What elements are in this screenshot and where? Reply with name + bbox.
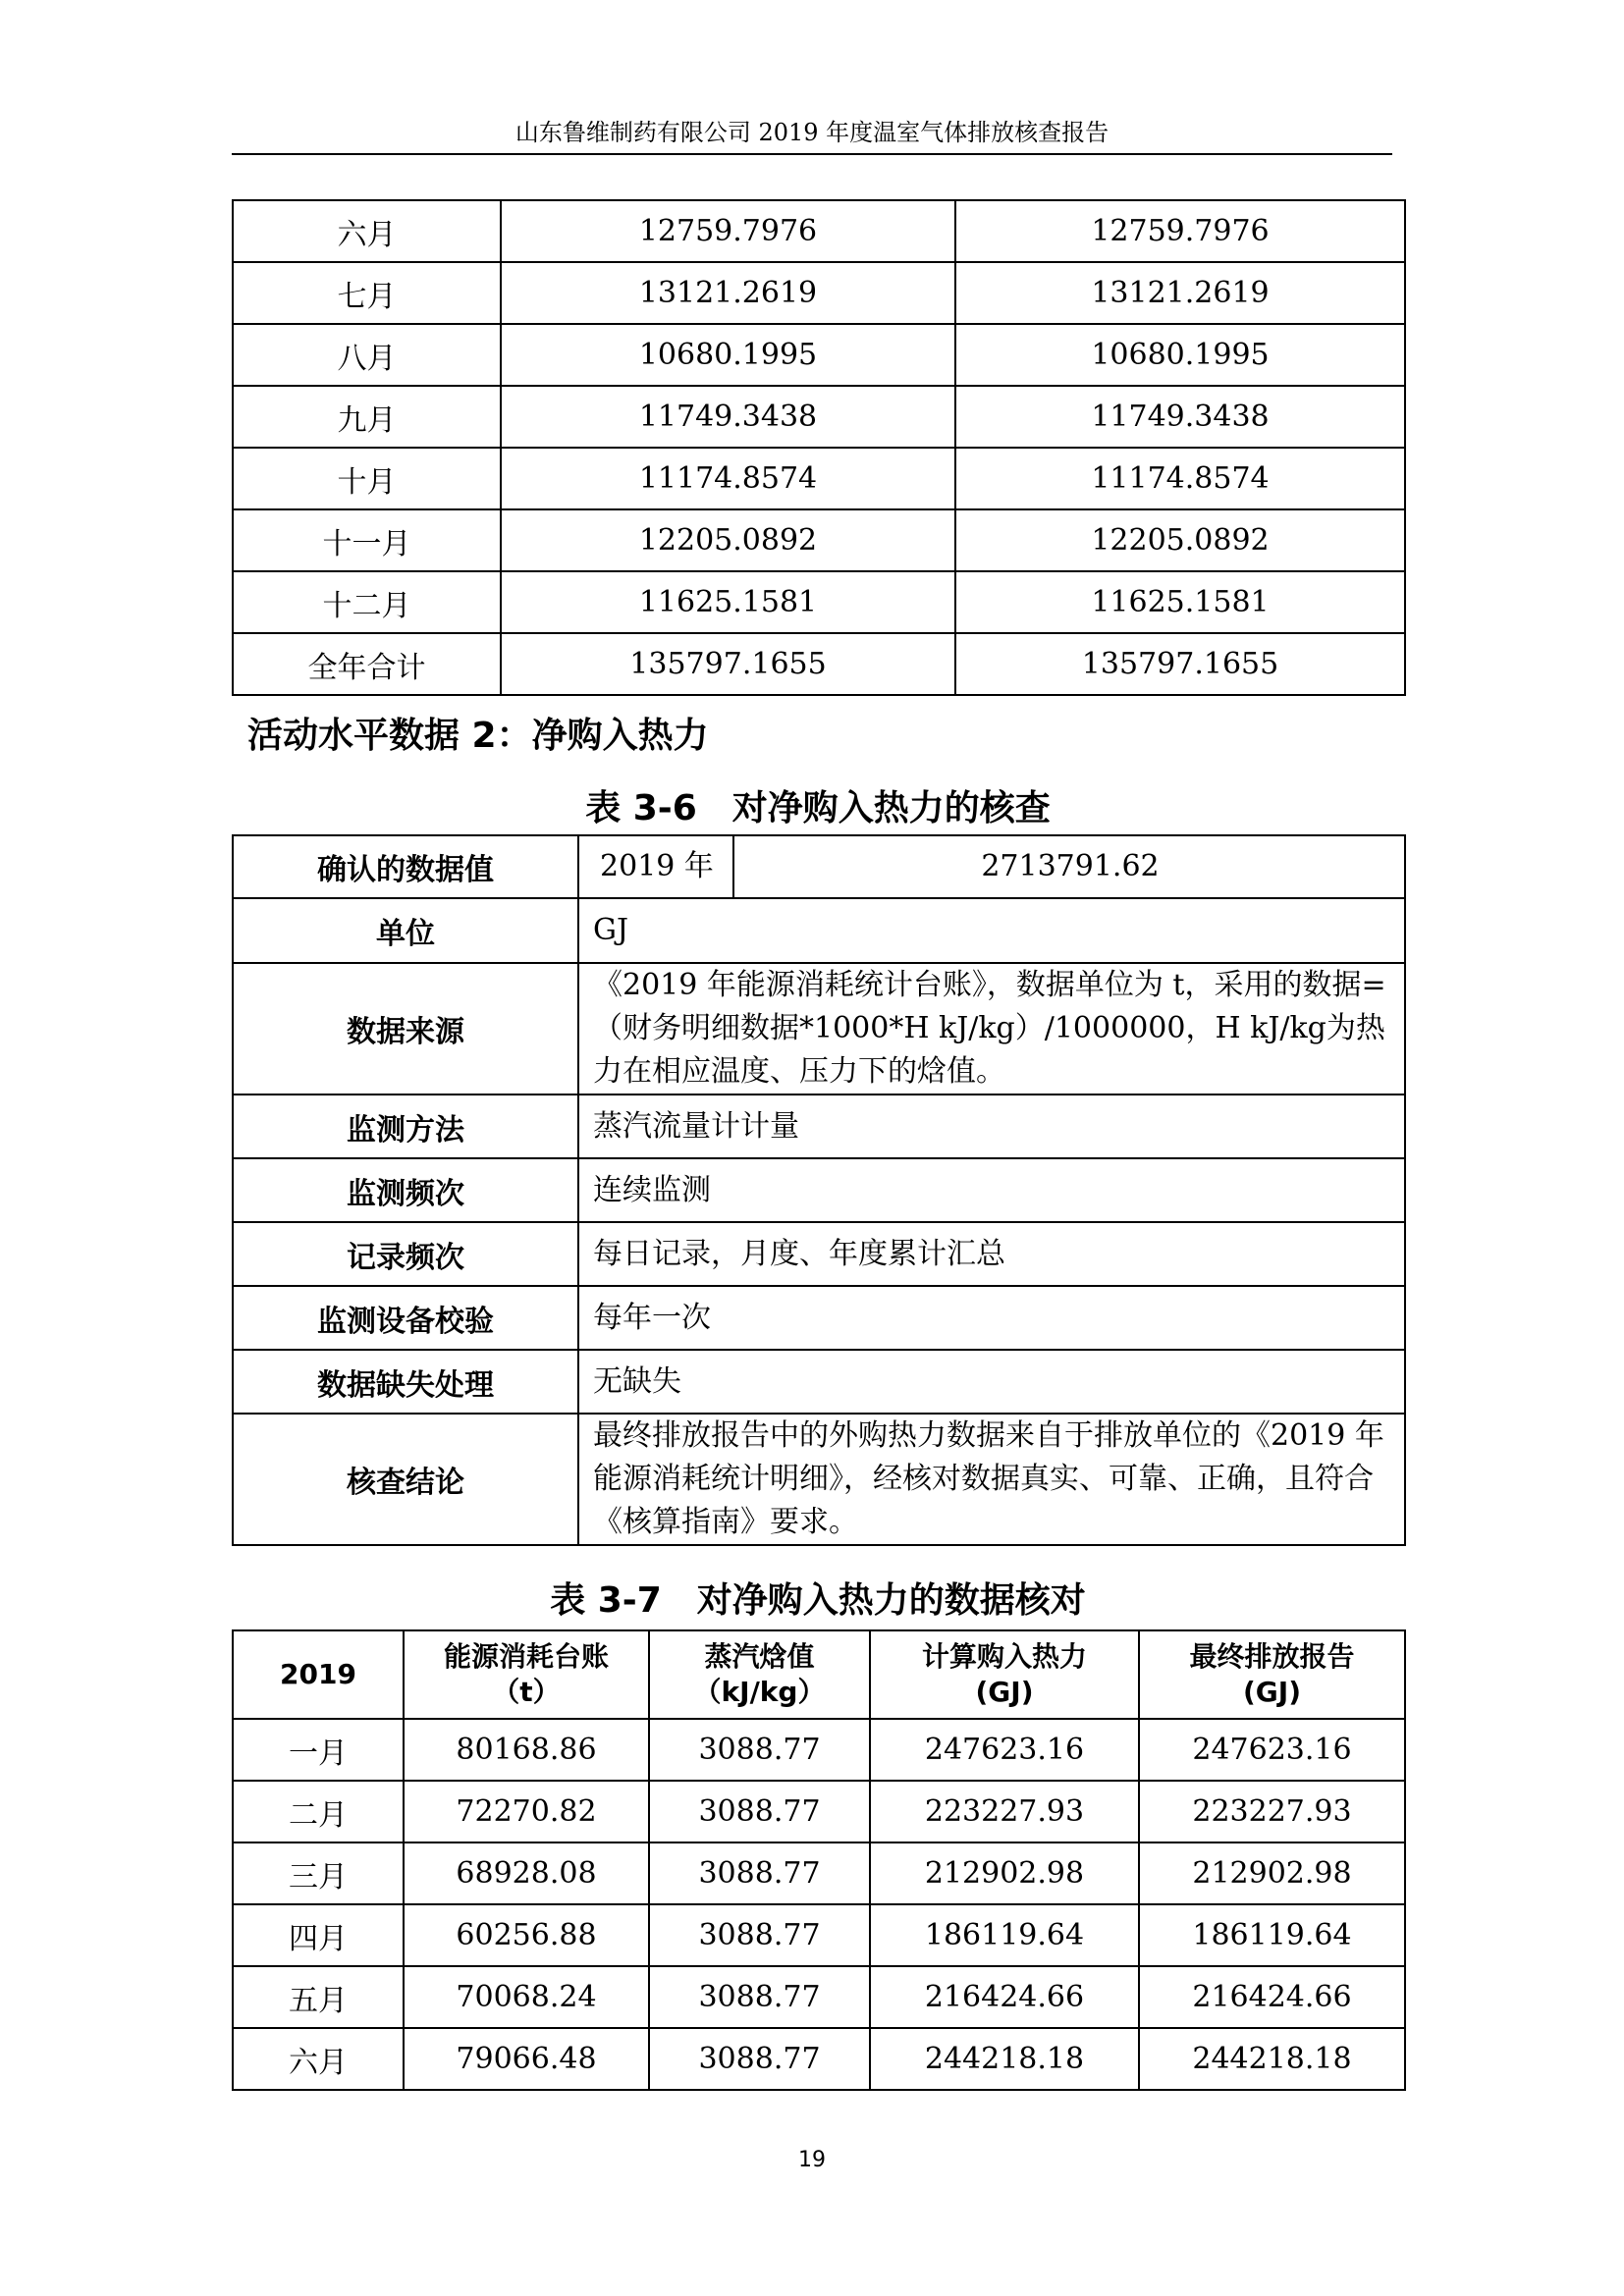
header-final-title: 最终排放报告 [1189,1640,1355,1673]
month-cell: 七月 [233,262,501,324]
table-row [233,509,1405,571]
month-cell: 十二月 [233,571,501,633]
enthalpy-cell: 3088.77 [649,1904,870,1966]
record-label: 记录频次 [233,1222,578,1286]
table-row-total [233,633,1405,695]
final-cell: 216424.66 [1139,1966,1405,2028]
calibration-label: 监测设备校验 [233,1286,578,1350]
section-heading: 活动水平数据 2：净购入热力 [247,716,709,756]
ledger-cell: 79066.48 [404,2028,649,2090]
value-cell: 11174.8574 [501,448,955,509]
source-label: 数据来源 [233,963,578,1095]
header-enthalpy-unit: （kJ/kg） [693,1676,826,1708]
table-row [233,1350,1405,1414]
ledger-cell: 60256.88 [404,1904,649,1966]
final-cell: 212902.98 [1139,1842,1405,1904]
value-cell: 10680.1995 [501,324,955,386]
table-row [233,898,1405,963]
table-3-6 [232,834,1406,1546]
method-label: 监测方法 [233,1095,578,1158]
table-row [233,1095,1405,1158]
header-final [1139,1630,1405,1719]
monthly-table [232,199,1406,696]
table-3-7 [232,1629,1406,2091]
value-cell: 135797.1655 [501,633,955,695]
header-calc-unit: (GJ) [975,1676,1034,1708]
header-enthalpy-title: 蒸汽焓值 [704,1640,815,1673]
enthalpy-cell: 3088.77 [649,1842,870,1904]
calc-cell: 212902.98 [870,1842,1139,1904]
value-cell: 12205.0892 [501,509,955,571]
table-row [233,386,1405,448]
calibration-value: 每年一次 [578,1286,1405,1350]
missing-value: 无缺失 [578,1350,1405,1414]
header-calc [870,1630,1139,1719]
header-final-unit: (GJ) [1243,1676,1301,1708]
table-header-row [233,1630,1405,1719]
table-row [233,1719,1405,1781]
conclusion-label: 核查结论 [233,1414,578,1545]
table-row [233,835,1405,898]
method-value: 蒸汽流量计计量 [578,1095,1405,1158]
table-row [233,262,1405,324]
calc-cell: 247623.16 [870,1719,1139,1781]
table-row [233,1158,1405,1222]
calc-cell: 216424.66 [870,1966,1139,2028]
page-number: 19 [798,2148,826,2172]
table-row [233,1781,1405,1842]
value-cell: 12205.0892 [955,509,1405,571]
month-cell: 一月 [233,1719,404,1781]
value-cell: 11174.8574 [955,448,1405,509]
record-value: 每日记录，月度、年度累计汇总 [578,1222,1405,1286]
table-row [233,1286,1405,1350]
ledger-cell: 72270.82 [404,1781,649,1842]
table-row [233,448,1405,509]
unit-label: 单位 [233,898,578,963]
calc-cell: 223227.93 [870,1781,1139,1842]
table-caption-3-6: 表 3-6 对净购入热力的核查 [585,788,1051,828]
confirmed-value: 2713791.62 [733,835,1405,898]
unit-value: GJ [578,898,1405,963]
value-cell: 135797.1655 [955,633,1405,695]
header-ledger [404,1630,649,1719]
ledger-cell: 68928.08 [404,1842,649,1904]
table-row [233,200,1405,262]
source-value: 《2019 年能源消耗统计台账》，数据单位为 t，采用的数据=（财务明细数据*1000*H kJ/kg）/1000000，H kJ/kg为热力在相应温度、压力下的焓值。 [578,963,1405,1095]
header-enthalpy [649,1630,870,1719]
month-cell: 十一月 [233,509,501,571]
month-cell: 三月 [233,1842,404,1904]
ledger-cell: 70068.24 [404,1966,649,2028]
final-cell: 244218.18 [1139,2028,1405,2090]
frequency-value: 连续监测 [578,1158,1405,1222]
table-row [233,571,1405,633]
month-cell: 六月 [233,200,501,262]
enthalpy-cell: 3088.77 [649,1966,870,2028]
month-cell: 二月 [233,1781,404,1842]
table-row [233,1966,1405,2028]
final-cell: 247623.16 [1139,1719,1405,1781]
value-cell: 13121.2619 [955,262,1405,324]
header-ledger-unit: （t） [492,1676,561,1708]
table-row [233,2028,1405,2090]
calc-cell: 186119.64 [870,1904,1139,1966]
header-year: 2019 [233,1630,404,1719]
missing-label: 数据缺失处理 [233,1350,578,1414]
month-cell: 全年合计 [233,633,501,695]
ledger-cell: 80168.86 [404,1719,649,1781]
month-cell: 五月 [233,1966,404,2028]
header-calc-title: 计算购入热力 [921,1640,1087,1673]
table-row [233,1904,1405,1966]
value-cell: 13121.2619 [501,262,955,324]
header-ledger-title: 能源消耗台账 [443,1640,609,1673]
calc-cell: 244218.18 [870,2028,1139,2090]
confirmed-year: 2019 年 [578,835,733,898]
table-row [233,1842,1405,1904]
month-cell: 四月 [233,1904,404,1966]
table-row [233,1414,1405,1545]
enthalpy-cell: 3088.77 [649,1719,870,1781]
final-cell: 223227.93 [1139,1781,1405,1842]
page-header: 山东鲁维制药有限公司 2019 年度温室气体排放核查报告 [514,119,1110,146]
month-cell: 十月 [233,448,501,509]
conclusion-value: 最终排放报告中的外购热力数据来自于排放单位的《2019 年能源消耗统计明细》，经核对数据真实、可靠、正确，且符合《核算指南》要求。 [578,1414,1405,1545]
final-cell: 186119.64 [1139,1904,1405,1966]
month-cell: 六月 [233,2028,404,2090]
header-rule [232,153,1392,155]
confirmed-label: 确认的数据值 [233,835,578,898]
value-cell: 12759.7976 [501,200,955,262]
table-caption-3-7: 表 3-7 对净购入热力的数据核对 [550,1580,1086,1621]
table-row [233,324,1405,386]
value-cell: 11749.3438 [501,386,955,448]
enthalpy-cell: 3088.77 [649,1781,870,1842]
enthalpy-cell: 3088.77 [649,2028,870,2090]
value-cell: 11749.3438 [955,386,1405,448]
month-cell: 九月 [233,386,501,448]
value-cell: 11625.1581 [955,571,1405,633]
month-cell: 八月 [233,324,501,386]
value-cell: 10680.1995 [955,324,1405,386]
frequency-label: 监测频次 [233,1158,578,1222]
value-cell: 11625.1581 [501,571,955,633]
table-row [233,1222,1405,1286]
table-row [233,963,1405,1095]
value-cell: 12759.7976 [955,200,1405,262]
